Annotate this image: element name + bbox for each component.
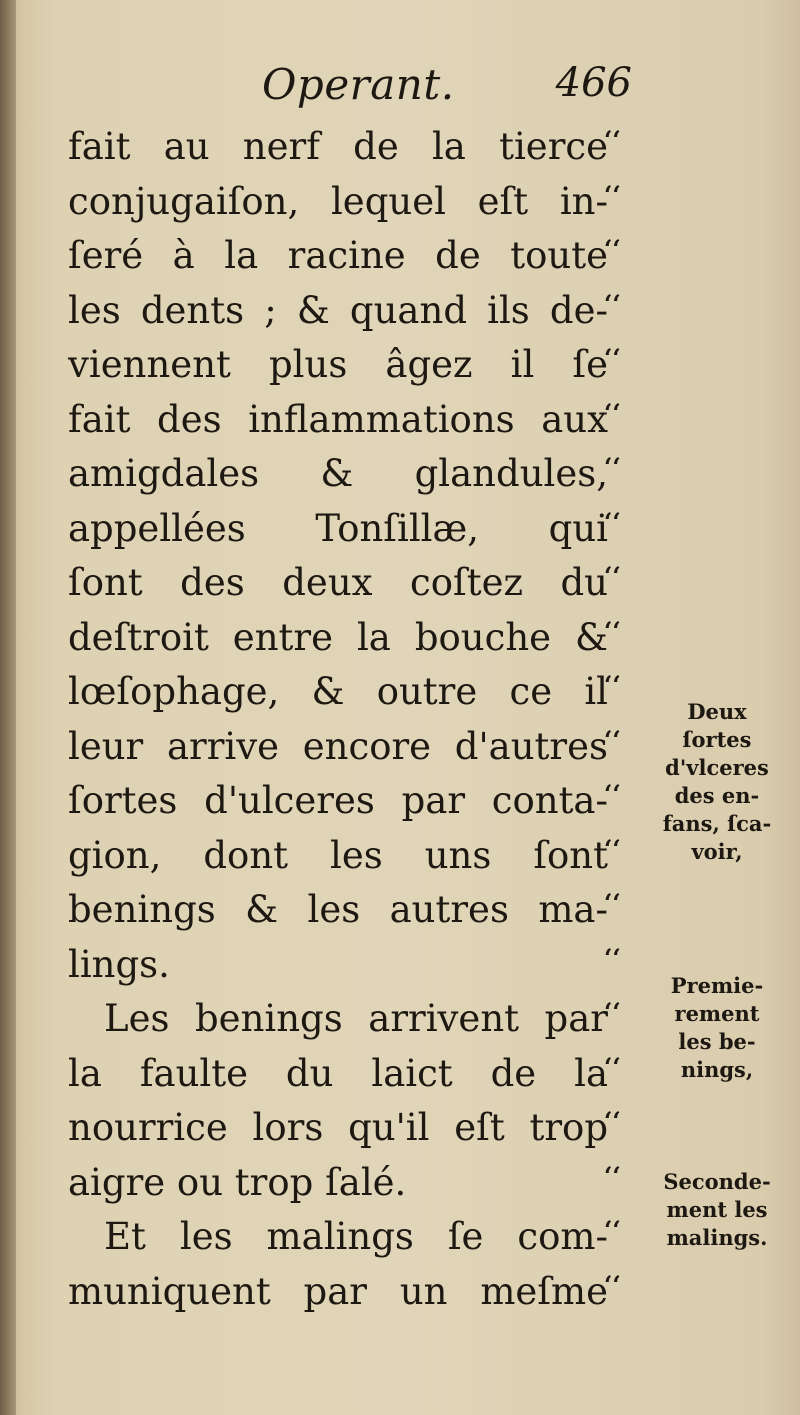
quote-mark: ‘‘ [604,997,621,1026]
quotation-marks-column [604,120,634,1319]
text-line: lœſophage, & outre ce il [68,670,608,713]
marginal-note-line: Premie- [670,973,764,998]
text-line: deſtroit entre la bouche & [68,615,608,659]
text-line: leur arrive encore d'autres [68,724,608,768]
text-line: gion, dont les uns ſont [68,833,608,877]
marginal-note-line: Seconde- [663,1169,771,1194]
text-line: nourrice lors qu'il eſt trop [68,1106,608,1149]
quote-mark: ‘‘ [604,452,621,481]
quote-mark: ‘‘ [604,506,621,536]
quote-mark: ‘‘ [604,397,621,427]
quote-mark: ‘‘ [604,1215,621,1244]
marginal-note-deux-sortes [642,698,792,866]
marginal-note-secondement [642,1168,792,1252]
marginal-note-line: les be- [678,1029,756,1054]
page-number: 466 [555,60,632,106]
marginal-note-line: fans, ſca- [662,811,772,836]
text-line: viennent plus âgez il ſe [68,343,608,386]
quote-mark: ‘‘ [604,1051,621,1081]
text-line: aigre ou trop ſalé. [68,1160,407,1204]
quote-mark: ‘‘ [604,288,621,318]
quote-mark: ‘‘ [604,234,621,263]
quote-mark: ‘‘ [604,1106,621,1135]
marginal-note-line: malings. [666,1225,768,1250]
binding-gutter [0,0,16,1415]
marginal-note-line: d'vlceres [665,755,769,780]
text-line: muniquent par un meſme [68,1269,608,1313]
marginal-note-line: nings, [680,1057,754,1082]
quote-mark: ‘‘ [604,561,621,590]
quote-mark: ‘‘ [604,942,621,972]
body-text [68,120,608,1319]
text-line: les dents ; & quand ils de- [68,288,608,332]
marginal-note-line: Deux [687,699,747,724]
text-line: conjugaiſon, lequel eſt in- [68,179,608,223]
quote-mark: ‘‘ [604,670,621,699]
quote-mark: ‘‘ [604,179,621,209]
text-line: ſortes d'ulceres par conta- [68,779,608,822]
text-line: Et les malings ſe com- [104,1215,608,1258]
text-line: Les benings arrivent par [104,997,608,1040]
text-line: ſeré à la racine de toute [68,234,608,277]
quote-mark: ‘‘ [604,1160,621,1190]
running-head: Operant. [262,60,455,109]
quote-mark: ‘‘ [604,888,621,917]
marginal-note-premierement [642,972,792,1084]
marginal-note-line: rement [674,1001,760,1026]
marginal-note-line: ſortes [682,727,752,752]
marginal-note-line: ment les [666,1197,768,1222]
text-line: appellées Tonſillæ, qui [68,506,608,550]
text-line: la faulte du laict de la [68,1051,608,1095]
text-line: fait des inflammations aux [68,397,608,441]
text-line: fait au nerf de la tierce [68,125,608,168]
page-header [262,60,632,110]
quote-mark: ‘‘ [604,833,621,863]
text-line: benings & les autres ma- [68,888,608,931]
quote-mark: ‘‘ [604,724,621,754]
marginal-note-line: des en- [674,783,760,808]
quote-mark: ‘‘ [604,1269,621,1299]
marginal-note-line: voir, [691,839,743,864]
text-line: lings. [68,942,170,986]
text-line: ſont des deux coſtez du [68,561,608,604]
quote-mark: ‘‘ [604,615,621,645]
quote-mark: ‘‘ [604,125,621,154]
text-line: amigdales & glandules, [68,452,608,495]
quote-mark: ‘‘ [604,779,621,808]
quote-mark: ‘‘ [604,343,621,372]
